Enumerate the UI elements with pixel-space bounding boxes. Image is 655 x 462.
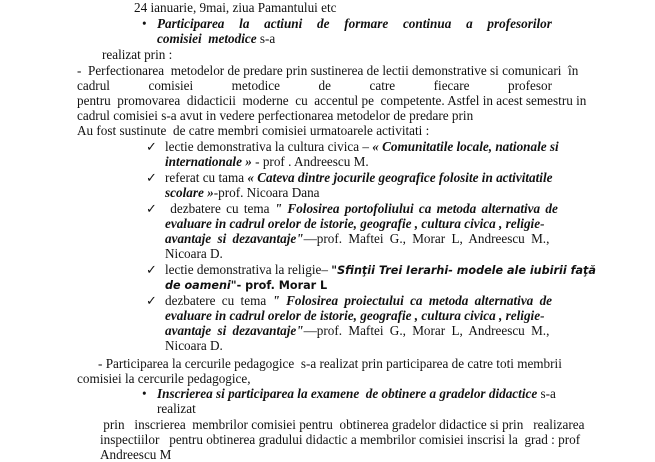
para3-line1: prin inscrierea membrilor comisiei pentru obtinerea gradelor didactice si prin realizarea — [100, 417, 585, 432]
bullet-heading-grade-cont: realizat — [157, 401, 196, 416]
check-icon: ✓ — [146, 293, 158, 308]
activity-line: internationale » - prof . Andreescu M. — [165, 154, 369, 169]
activity-line: dezbatere cu tema " Folosirea proiectului ca metoda alternativa de — [165, 293, 553, 308]
bullet-heading-formare-cont: comisiei metodice s-a — [157, 31, 276, 46]
para1-line4: cadrul comisiei s-a avut in vedere perfectionarea metodelor de predare prin — [77, 108, 474, 123]
realizat-prin: realizat prin : — [102, 47, 173, 62]
para1-line3: pentru promovarea didacticii moderne cu accentul pe competente. Astfel in acest semestru in — [77, 93, 587, 108]
activity-line: Nicoara D. — [165, 246, 223, 261]
activity-line: de oameni"- prof. Morar L — [165, 279, 328, 292]
check-icon: ✓ — [146, 201, 158, 216]
bullet-icon: • — [142, 16, 147, 31]
activity-line: Nicoara D. — [165, 338, 223, 353]
check-icon: ✓ — [146, 139, 158, 154]
para1-line5: Au fost sustinute de catre membri comisiei urmatoarele activitati : — [77, 123, 430, 138]
activity-line: avantaje si dezavantaje"—prof. Maftei G., Morar L, Andreescu M., — [165, 323, 550, 338]
activity-line: lectie demonstrativa la religie– "Sfinţii Trei Ierarhi- modele ale iubirii faţă — [165, 262, 596, 277]
activity-line: dezbatere cu tema " Folosirea portofoliului ca metoda alternativa de — [165, 201, 558, 216]
bullet-icon: • — [142, 386, 147, 401]
para2-line2: comisiei la cercurile pedagogice, — [77, 371, 251, 386]
bullet-heading-grade: Inscrierea si participarea la examene de obtinere a gradelor didactice s-a — [157, 386, 556, 401]
activity-line: evaluare in cadrul orelor de istorie, geografie , cultura civica , religie- — [165, 308, 545, 323]
bullet-heading-formare: Participarea la actiuni de formare continua a profesorilor — [157, 16, 552, 31]
para1-line2: cadrul comisiei metodice de catre fiecare profesor — [77, 78, 552, 93]
check-icon: ✓ — [146, 262, 158, 277]
top-line: 24 ianuarie, 9mai, ziua Pamantului etc — [134, 0, 337, 15]
para2-line1: - Participarea la cercurile pedagogice s-a realizat prin participarea de catre toti membrii — [98, 356, 562, 371]
activity-line: lectie demonstrativa la cultura civica – « Comunitatile locale, nationale si — [165, 139, 559, 154]
check-icon: ✓ — [146, 170, 158, 185]
activity-line: scolare »-prof. Nicoara Dana — [165, 185, 320, 200]
activity-line: evaluare in cadrul orelor de istorie, geografie , cultura civica , religie- — [165, 216, 545, 231]
para3-line2: inspectiilor pentru obtinerea gradului didactic a membrilor comisiei inscrisi la grad : prof — [100, 432, 581, 447]
para1-line1: - Perfectionarea metodelor de predare prin sustinerea de lectii demonstrative si comunicari în — [77, 63, 579, 78]
activity-line: referat cu tama « Cateva dintre jocurile geografice folosite in activitatile — [165, 170, 553, 185]
activity-line: avantaje si dezavantaje"—prof. Maftei G., Morar L, Andreescu M., — [165, 231, 550, 246]
para3-line3: Andreescu M — [100, 447, 172, 462]
